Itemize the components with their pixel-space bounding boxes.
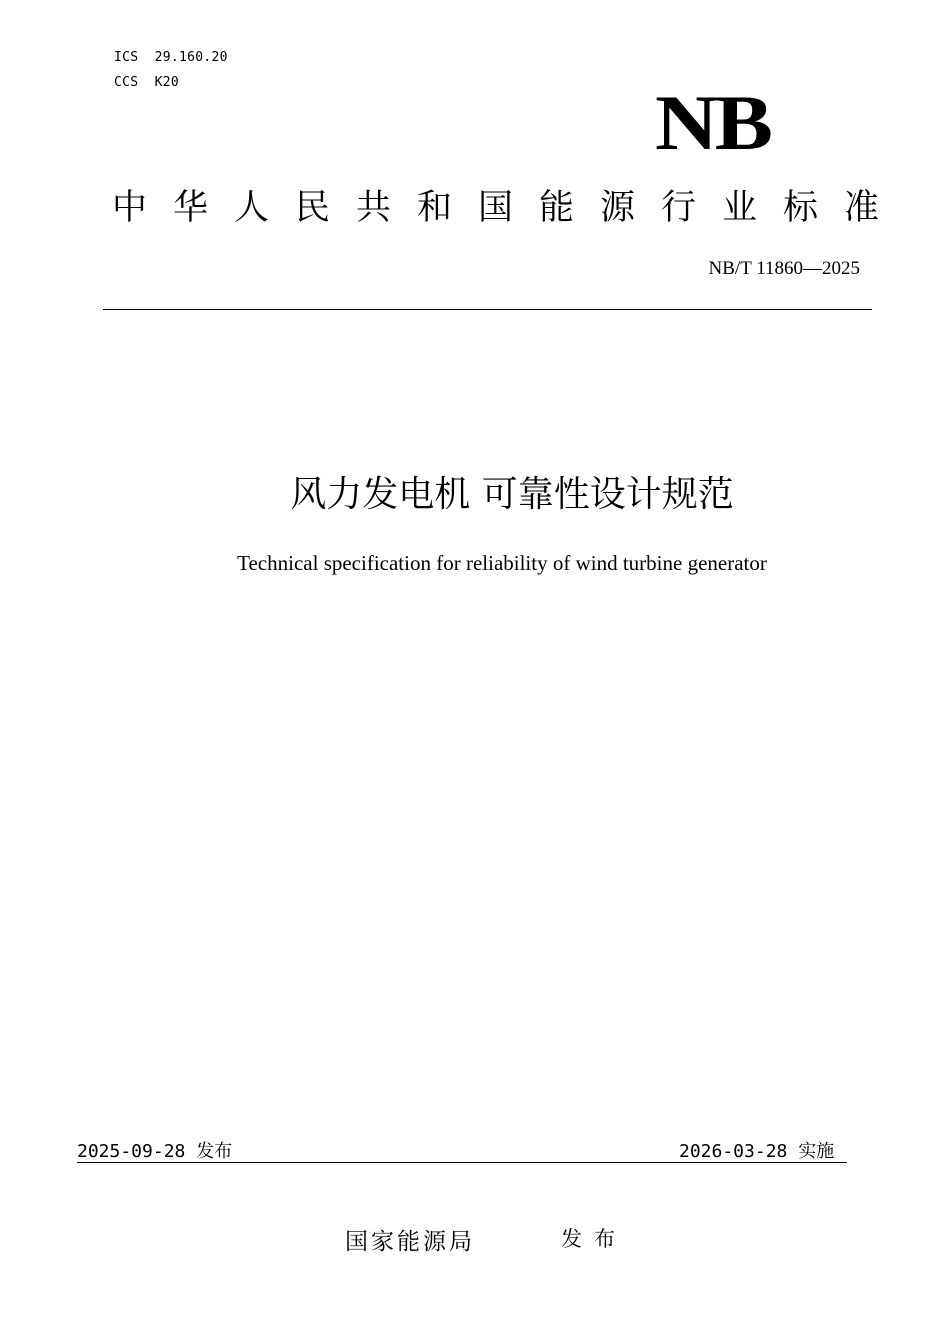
implementation-date: 2026-03-28 实施 — [679, 1141, 835, 1162]
standard-number: NB/T 11860—2025 — [708, 258, 860, 279]
document-title-english: Technical specification for reliability of wind turbine generator — [237, 551, 767, 575]
organization-title: 中华人民共和国能源行业标准 — [112, 188, 906, 228]
document-title-chinese: 风力发电机 可靠性设计规范 — [290, 474, 734, 515]
footer-divider — [77, 1162, 847, 1163]
header-divider — [103, 309, 872, 310]
issue-date: 2025-09-28 发布 — [77, 1141, 233, 1162]
publisher-name: 国家能源局 — [345, 1229, 475, 1255]
nb-logo: NB — [655, 79, 770, 166]
ics-code: ICS 29.160.20 — [114, 50, 228, 65]
publish-label: 发布 — [561, 1227, 627, 1251]
ccs-code: CCS K20 — [114, 75, 180, 90]
